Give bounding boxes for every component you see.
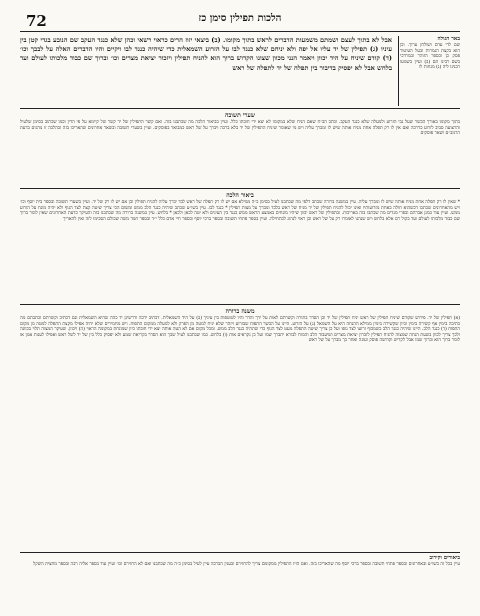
sidebar-title: באר הגולה (437, 36, 460, 42)
biur-halacha-block (20, 191, 460, 301)
page-number: 72 (26, 12, 47, 30)
biur-halacha-text: * שאין לו רק תפלה אחת מניח אותה שיש לו ומברך עליה. עיין במשנה ברורה שכתב דלפי מה שכתבנו לעיל בסימן כ״ה ממילא אם יש לו רק תפלה של ראש לבד יברך עליה להניח תפילין וכן אם יש לו רק של יד. ועיין בשערי תשובה ובספר בית יוסף וכו׳ ויש מהאחרונים שכתבו דכשהוא חולה באחת מזרועותיו ואינו יכול להניח תפילין של יד מניח של ראש בלבד ומברך על מצות תפילין * כנגד לבו. עיין בשו״ע שכתב שיהיה כנגד הלב ממש ומשום הכי צריך שיטה קצת לצד הגוף ולא יהיה מונח על הזרוע ממש. ועיין עוד במגן אברהם ובפרי מגדים מה שכתבו בזה באריכות. ובתפילין של ראש יכוון שיהיו מונחים באמצע הראש ממש כנגד בין העינים ולא יטה לכאן ולכאן * בלחש. עיין במשנה ברורה מה שכתבנו בזה והעיקר כדעת האחרונים שאין לומר ברוך שם כבוד מלכותו לעולם ועד בקול רם אלא בלחש ויש שנהגו לאומרו רק על של ראש וכן ראוי לנהוג לכתחילה. ועיין בספר פתחי תשובה ובספר ברכי יוסף ובספר חיי אדם כלל י״ד ובספר חמד משה שכולם הסכימו לזה ואין להאריך (20, 200, 460, 222)
mishnah-berurah-text: (א) תפילין של יד. פירוש שקודם שיניח תפילין של ראש יניח תפילין של יד וכן הסדר בתורה וקשרתם לאות על ידך והדר והיו לטוטפות בין עיניך (ב) על היד השמאלית. דכתיב ידכה ודרשינן יד כהה שהיא השמאלית וגם דכתיב וקשרתם וכתבתם מה כתיבה בימין אף קשירה בימין וכיון שקשירה בימין ממילא ההנחה היא על השמאל (ג) על הזרוע. היינו על הבשר התפוח שבזרוע ויזהר שלא יניח למטה מן הפרק ולא למעלה ממקום התפוח. ויש מחמירים שלא יהיה אפילו מקצת התפלה למטה מן מקום התפוח (ד) כנגד הלב. היינו שיהיה כנגד הלב כשמכוף זרועו לצד גופו ועל כן צריך שיטה התפלה מעט לצד הגוף כדי שתהיה כנגד הלב ממש. ומכל מקום אם לא הטה אותה יצא ידי חובתו כיון שמונחת במקומה הראוי (ה) ויכוון. שעיקר המצוה תלוי בכוונה ולכך צריך לכוון בשעת הנחה שמצוה להניח תפילין לזכרון יציאת מצרים ושיעבוד הלב והמוח לבורא יתברך שמו ועל כן נקראים אות (ו) בלחש. כמו שכתבנו לעיל שכך הוא הסדר בקריאת שמע ולא יפסיק כלל בין של יד לשל ראש ואפילו לענות אמן או לומר ברוך הוא וברוך שמו אבל לקדיש וקדושה פוסק ועונה ואחר כך מברך על של ראש (20, 316, 460, 344)
sidebar-be-er-hagolah (400, 36, 460, 106)
mid-rule (20, 188, 460, 189)
main-rule (20, 108, 460, 109)
header-rule (20, 31, 460, 32)
sidebar-text: שם לדי עדם ושולחן ערוך. וכן הוא בקצת הגמרות ובעל העיטור פסק כן ובספר הזוהר ובמרדכי בשם רבינו תם (ב) ועיין בשמעו רבנינו ליה (ג) מנחות לו (400, 43, 460, 71)
main-text: אבל לא בתוך לעצם ושמתם משמעות הדברים לראש בתוך מקומו. (ב) ביצאי יזוז הרים כראוי רשאי וכהן שלא כנגד העקב שם הנובע בגדי קטן בין עיניו (ג) תפילין של יד עליו אל יפה ולא יניחם שלא כנגד לבו על הזרוע השמאלית כדי שיהיה כנגד לבו ויקיים והיו הדברים האלה על לבבך וכו׳ (ד) קודם שיניח על היד יכוון ויאמר הנני מכוון שצונו הקדוש ברוך הוא להניח תפילין ויזכור יציאת מצרים וכו׳ וברוך שם כבוד מלכותו לעולם ועד בלחש אבל לא יפסיק בדיבור בין תפלה של יד לתפלה של ראש (20, 36, 392, 72)
bottom-notes-text: עיין בכל זה בשו״ע ובאחרונים ובספר פתחי תשובה ובספר ברכי יוסף מה שהאריכו בזה. ואם הזיז התפילין ממקומם צריך להחזירם ובענין הברכה עיין לעיל בסימן כ״ה מה שכתבנו ואם לא החזירם וכו׳ ועיין עוד בספר אליה רבה ובספר מחצית השקל (33, 562, 460, 567)
bottom-notes-block (20, 555, 460, 605)
shaarei-teshuva-header: שערי תשובה (224, 112, 256, 119)
biur-halacha-header: ביאור הלכה (226, 192, 254, 199)
mishnah-berurah-block (20, 307, 460, 547)
running-head: הלכות תפילין סימן כז (198, 13, 282, 24)
shaarei-teshuva-text: בתוך מקומו באורך הבשר שעל גבי הזרוע ולמעלה שלא כנגד העקב. וכתב הב״ח שאם הניח שלא במקומו לא יצא ידי חובתו כלל. ועיין בביאור הלכה מה שכתבנו בזה. ואם קשר התפילין של יד קשר של קיימא על פי הדין וכמו שכתוב בסימן שלעיל והרצועה סביב לזרוע כדרכה ואם אין לו רק תפלה אחת מניח אותה שיש לו ומברך עליה ויש מי שאומר שיניח התפילין של יד בלא ברכה ויברך על של ראש כמבואר בפוסקים. ועיין בשערי תשובה ובשאר אחרונים שהאריכו בזה ובהלכה זו נוהגים כדעת הרמב״ם ושאר פוסקים (20, 120, 460, 137)
sidebar-divider (398, 36, 399, 106)
shaarei-teshuva-block (20, 111, 460, 185)
mb-rule (20, 304, 460, 305)
bottom-notes-header: ביאורים וקירוב (429, 555, 460, 561)
mishnah-berurah-header: משנה ברורה (225, 308, 255, 315)
main-shulchan-aruch-text (20, 36, 392, 104)
bottom-rule (20, 552, 460, 553)
